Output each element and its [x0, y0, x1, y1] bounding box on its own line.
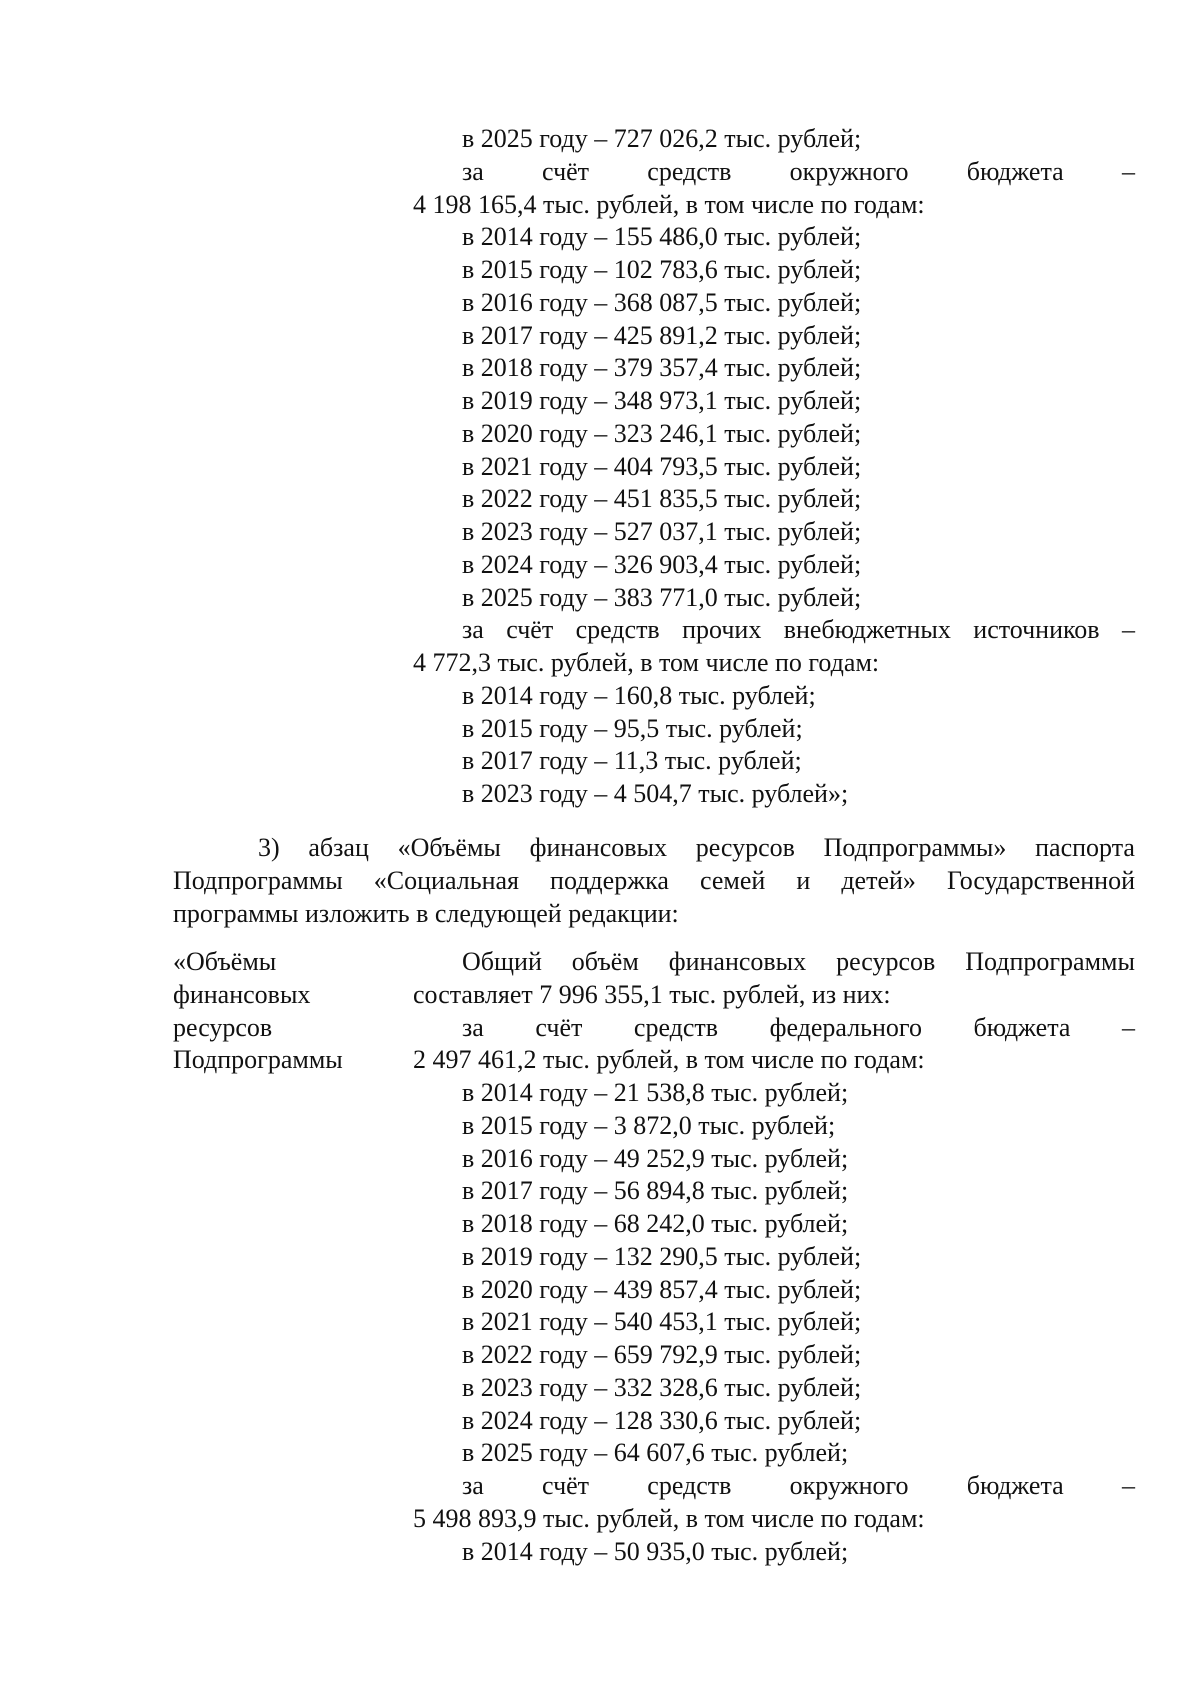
word: Государственной [946, 866, 1135, 895]
year-line: в 2016 году – 49 252,9 тыс. рублей; [462, 1143, 849, 1173]
previous-financing-block [413, 123, 1135, 811]
year-line: в 2017 году – 11,3 тыс. рублей; [462, 746, 802, 776]
okrug-total-line: 4 198 165,4 тыс. рублей, в том числе по годам: [413, 189, 925, 219]
paragraph-3-line-2 [173, 864, 1135, 897]
word: средств [575, 615, 660, 645]
word: – [1122, 1012, 1135, 1042]
okrug-total-line: 5 498 893,9 тыс. рублей, в том числе по годам: [413, 1503, 925, 1533]
word: Общий [462, 947, 542, 976]
year-line: в 2019 году – 348 973,1 тыс. рублей; [462, 386, 862, 415]
word: счёт [542, 156, 590, 186]
year-line: в 2021 году – 404 793,5 тыс. рублей; [462, 451, 862, 481]
okrug-intro-line [413, 1470, 1135, 1503]
other-sources-total-line: 4 772,3 тыс. рублей, в том числе по годам: [413, 648, 880, 677]
year-line: в 2015 году – 3 872,0 тыс. рублей; [462, 1110, 836, 1140]
word: паспорта [1035, 833, 1135, 862]
paragraph-3-line-1 [173, 831, 1135, 864]
word: Подпрограммы [965, 947, 1135, 976]
word: за [462, 615, 484, 645]
word: финансовых [668, 947, 807, 976]
word: источников [973, 615, 1100, 645]
word: бюджета [973, 1012, 1071, 1042]
paragraph-3-line-3: программы изложить в следующей редакции: [173, 899, 679, 928]
word: счёт [542, 1471, 590, 1500]
year-line: в 2024 году – 128 330,6 тыс. рублей; [462, 1405, 862, 1435]
year-line: в 2018 году – 68 242,0 тыс. рублей; [462, 1209, 849, 1238]
year-line: в 2020 году – 439 857,4 тыс. рублей; [462, 1274, 862, 1304]
word: детей» [841, 866, 916, 895]
year-line: в 2016 году – 368 087,5 тыс. рублей; [462, 287, 862, 317]
year-line: в 2020 году – 323 246,1 тыс. рублей; [462, 418, 862, 448]
year-line: в 2022 году – 659 792,9 тыс. рублей; [462, 1340, 862, 1369]
year-line: в 2025 году – 383 771,0 тыс. рублей; [462, 582, 862, 612]
word: федерального [769, 1012, 922, 1042]
word: бюджета [966, 1471, 1064, 1500]
word: семей [699, 866, 766, 895]
year-line: в 2014 году – 21 538,8 тыс. рублей; [462, 1078, 849, 1107]
year-line: в 2017 году – 425 891,2 тыс. рублей; [462, 320, 862, 350]
year-line: в 2014 году – 160,8 тыс. рублей; [462, 680, 816, 710]
year-line: в 2025 году – 64 607,6 тыс. рублей; [462, 1438, 849, 1468]
word: и [796, 866, 811, 895]
year-line: в 2015 году – 95,5 тыс. рублей; [462, 713, 803, 743]
label-line: ресурсов [173, 1012, 273, 1042]
word: окружного [789, 156, 909, 186]
federal-intro-line [413, 1012, 1135, 1045]
text-line: в 2025 году – 727 026,2 тыс. рублей; [462, 124, 862, 153]
year-line: в 2024 году – 326 903,4 тыс. рублей; [462, 549, 862, 579]
word: средств [633, 1012, 719, 1042]
year-line: в 2023 году – 332 328,6 тыс. рублей; [462, 1372, 862, 1402]
total-intro-line [413, 946, 1135, 979]
word: счёт [506, 615, 554, 645]
label-line: «Объёмы [173, 947, 277, 976]
word: ресурсов [695, 833, 795, 862]
year-line: в 2014 году – 50 935,0 тыс. рублей; [462, 1536, 849, 1566]
year-line: в 2014 году – 155 486,0 тыс. рублей; [462, 222, 862, 252]
word: окружного [789, 1471, 909, 1500]
word: внебюджетных [783, 615, 951, 645]
word: Подпрограммы» [823, 833, 1007, 862]
new-financing-block [413, 946, 1135, 1568]
year-line: в 2018 году – 379 357,4 тыс. рублей; [462, 353, 862, 383]
okrug-intro-line [413, 156, 1135, 189]
word: – [1121, 156, 1135, 186]
word: ресурсов [836, 947, 936, 976]
year-line: в 2023 году – 527 037,1 тыс. рублей; [462, 517, 862, 546]
word: бюджета [966, 156, 1064, 186]
word: средств [647, 1471, 732, 1500]
word: средств [647, 156, 732, 186]
total-amount-line: составляет 7 996 355,1 тыс. рублей, из них: [413, 979, 891, 1009]
word: счёт [535, 1012, 583, 1042]
label-line: финансовых [173, 979, 311, 1009]
item-number: 3) [258, 833, 280, 862]
year-line: в 2022 году – 451 835,5 тыс. рублей; [462, 484, 862, 514]
year-line: в 2023 году – 4 504,7 тыс. рублей»; [462, 779, 849, 808]
word: абзац [308, 833, 369, 862]
federal-total-line: 2 497 461,2 тыс. рублей, в том числе по годам: [413, 1045, 925, 1075]
year-line: в 2021 году – 540 453,1 тыс. рублей; [462, 1307, 862, 1337]
year-line: в 2017 году – 56 894,8 тыс. рублей; [462, 1176, 849, 1206]
paragraph-3 [173, 831, 1135, 930]
word: финансовых [529, 833, 668, 862]
year-line: в 2019 году – 132 290,5 тыс. рублей; [462, 1241, 862, 1271]
label-line: Подпрограммы [173, 1045, 343, 1075]
word: объём [571, 947, 639, 976]
word: «Объёмы [397, 833, 501, 862]
word: прочих [682, 615, 762, 645]
word: за [462, 156, 484, 186]
word: за [462, 1012, 484, 1042]
word: – [1121, 615, 1135, 645]
word: поддержка [550, 866, 669, 895]
year-line: в 2015 году – 102 783,6 тыс. рублей; [462, 255, 862, 284]
word: – [1121, 1471, 1135, 1500]
word: «Социальная [373, 866, 519, 895]
word: за [462, 1471, 484, 1500]
financing-label-column [173, 946, 393, 1077]
other-sources-intro-line [413, 614, 1135, 647]
word: Подпрограммы [173, 866, 343, 895]
